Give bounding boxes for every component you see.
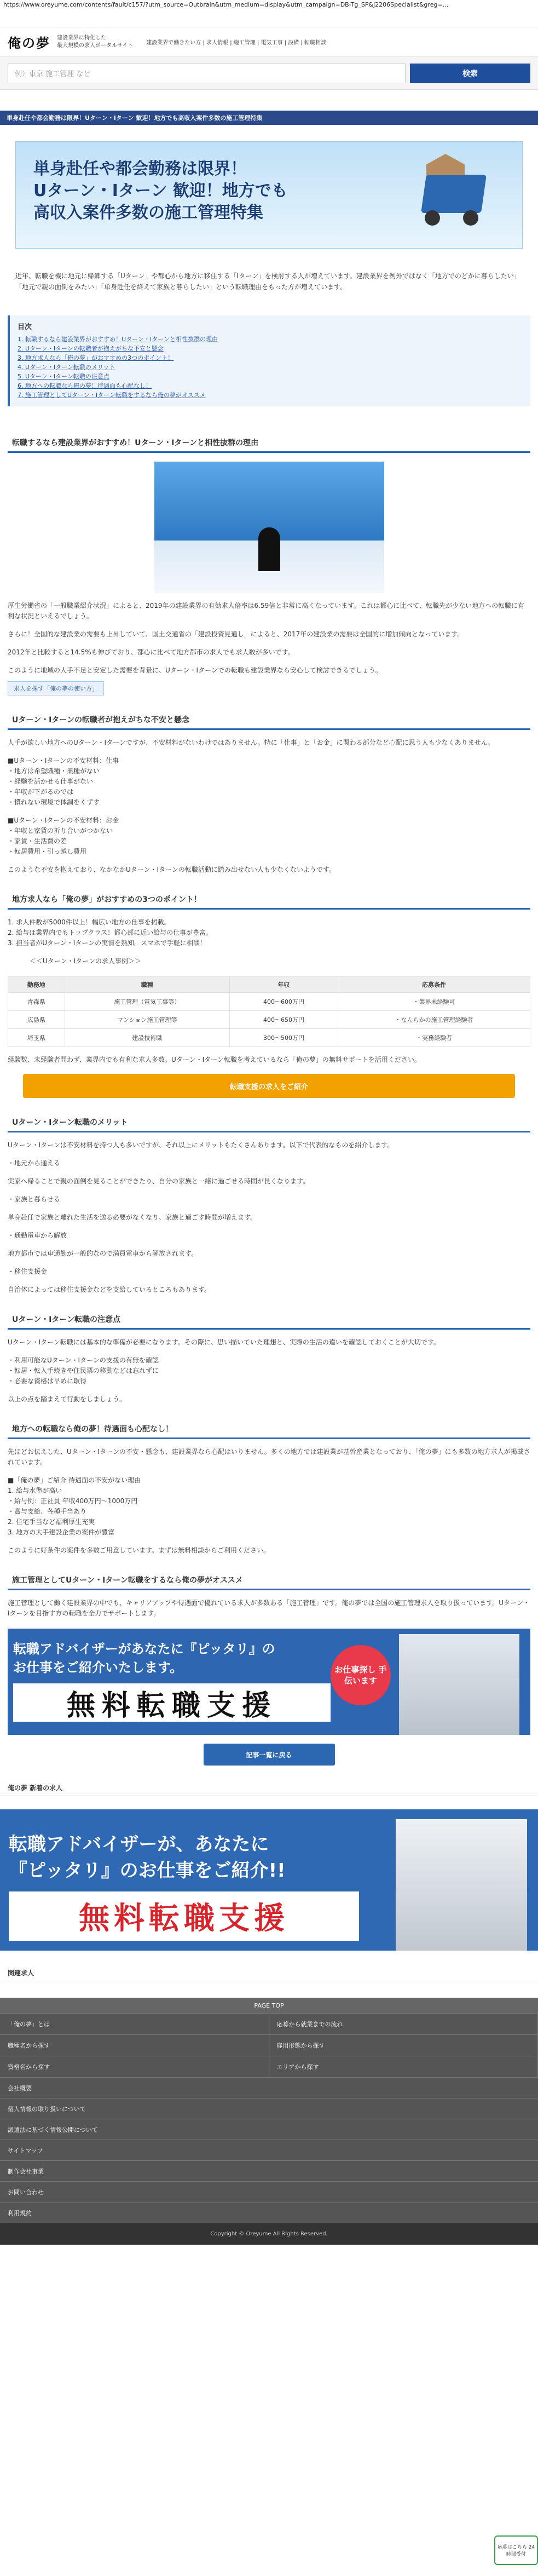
checklist [8,1355,530,1387]
table-row [8,1029,530,1047]
footer-nav [0,1998,538,2245]
paragraph: 施工管理として働く建設業界の中でも、キャリアアップや待遇面で優れている求人が多数ある「施工管理」です。俺の夢では全国の施工管理求人を取り扱っています。Uターン・Iターンを目指す方の転職を全力でサポートします。 [8,1599,530,1617]
list-item: ・転居費用・引っ越し費用 [8,848,87,855]
intro-text: 近年、転職を機に地元に帰郷する「Uターン」や都心から地方に移住する「Iターン」を検討する人が増えています。建設業界を例外ではなく「地方でのどかに暮らしたい」「地元で親の面倒をみたい」「単身赴任を終えて家族と暮らしたい」という転職理由をもった方が増えています。 [15,272,520,291]
footer-link[interactable]: お問い合わせ [0,2181,538,2202]
section-heading: Uターン・Iターンの転職者が抱えがちな不安と懸念 [8,711,530,730]
list-item: 3. 地方の大手建設企業の案件が豊富 [8,1528,115,1536]
section-heading: 施工管理としてUターン・Iターン転職をするなら俺の夢がオススメ [8,1571,530,1590]
toc-item[interactable]: 4. Uターン・Iターン転職のメリット [18,364,115,371]
support-banner[interactable] [0,1809,538,1951]
section-heading: Uターン・Iターン転職の注意点 [8,1310,530,1330]
paragraph: 2012年と比較すると14.5%も伸びており、都心に比べて地方都市の求人でも求人数が多いです。 [8,648,294,656]
section-heading: Uターン・Iターン転職のメリット [8,1113,530,1132]
list-item: ・地方は希望職種・業種がない [8,767,100,775]
banner-line: 転職アドバイザーが、あなたに [9,1833,269,1855]
hero-image [15,141,523,249]
table-cell: ・業界未経験可 [338,993,530,1011]
subheading: ・通勤電車から解放 [8,1232,67,1239]
footer-link[interactable]: 応募から就業までの流れ [269,2014,538,2034]
list-item: ■Uターン・Iターンの不安材料：仕事 [8,757,119,764]
paragraph: さらに！全国的な建設業の需要も上昇していて、国土交通省の「建設投資見通し」によると、2017年の建設業の需要は全国的に増加傾向となっています。 [8,630,464,638]
paragraph: 人手が欲しい地方へのUターン・Iターンですが、不安材料がないわけではありません。特に「仕事」と「お金」に関わる部分など心配に思う人も少なくありません。 [8,739,495,746]
toc-item[interactable]: 2. Uターン・Iターンの転職者が抱えがちな不安と懸念 [18,345,164,352]
paragraph: 単身赴任で家族と離れた生活を送る必要がなくなり、家族と過ごす時間が増えます。 [8,1214,257,1221]
list-item: ・給与例：正社員 年収400万円〜1000万円 [8,1497,138,1505]
table-cell: 400〜600万円 [230,993,338,1011]
browser-url-bar[interactable]: https://www.oreyume.com/contents/fault/c157/?utm_source=Outbrain&utm_medium=display&utm_campaign=DB-Tg_SP&j2206Specialist&greg=... [0,0,538,27]
search-bar [0,57,538,90]
site-logo[interactable]: 俺の夢 [8,35,50,51]
section-heading: 地方への転職なら俺の夢！待遇面も心配なし！ [8,1420,530,1439]
advisor-photo [399,1634,519,1735]
list-item: ・賞与支給、各種手当あり [8,1508,87,1515]
related-heading: 関連求人 [0,1965,538,1981]
banner-headline [9,1831,286,1884]
banner-headline [13,1640,275,1677]
list-item: ・年収と家賃の折り合いがつかない [8,827,113,835]
banner-badge: お仕事探し 手伝います [331,1645,391,1705]
table-cell: ・実務経験者 [338,1029,530,1047]
table-row [8,1011,530,1029]
tagline [57,34,133,50]
table-cell: 建設技術職 [65,1029,230,1047]
table-cell: 300〜500万円 [230,1029,338,1047]
wheel-illustration [463,210,478,226]
banner-main-text: 無料転職支援 [9,1891,359,1941]
advisor-banner[interactable] [8,1629,530,1735]
points-list [8,917,530,948]
search-button[interactable]: 検索 [410,64,530,83]
wheel-illustration [425,210,440,226]
table-cell: 広島県 [8,1011,65,1029]
banner-main-text: 無料転職支援 [13,1683,331,1722]
cta-button[interactable]: 転職支援の求人をご紹介 [23,1074,515,1098]
table-cell: 青森県 [8,993,65,1011]
paragraph: 厚生労働省の「一般職業紹介状況」によると、2019年の建設業界の有効求人倍率は6.59倍と非常に高くなっています。これは都心に比べて、転職先が少ない地方への転職に有利な状況といえるでしょう。 [8,602,525,620]
toc-title: 目次 [18,323,32,331]
truck-illustration [421,175,487,213]
page-top-button[interactable]: PAGE TOP [0,1998,538,2013]
subheading: ・移住支援金 [8,1268,48,1275]
list-item: ■Uターン・Iターンの不安材料：お金 [8,817,119,824]
worry-list-money [8,815,530,857]
table-caption: ＜＜Uターン・Iターンの求人事例＞＞ [30,957,141,965]
section-photo [154,462,384,593]
banner-line: お仕事をご紹介いたします。 [13,1660,183,1675]
subheading: ・家族と暮らせる [8,1195,60,1203]
toc-item[interactable]: 3. 地方求人なら「俺の夢」がおすすめの3つのポイント！ [18,354,174,361]
paragraph: このように地域の人手不足と安定した需要を背景に、Uターン・Iターンでの転職も建設業界なら安心して検討できるでしょう。 [8,666,382,674]
worry-list-work [8,756,530,808]
breadcrumb: 単身赴任や都会勤務は限界！Uターン・Iターン 歓迎！地方でも高収入案件多数の施工管理特集 [0,111,538,125]
footer-link[interactable]: サイトマップ [0,2140,538,2160]
list-item: ・年収が下がるのでは [8,788,74,796]
footer-link[interactable]: 「俺の夢」とは [0,2014,269,2034]
list-item: 2. 住宅手当など福利厚生充実 [8,1518,95,1526]
hero-line-3: 高収入案件多数の施工管理特集 [33,203,263,222]
table-row [8,993,530,1011]
paragraph: Uターン・Iターン転職には基本的な準備が必要になります。その際に、思い描いていた理想と、実際の生活の違いを確認しておくことが大切です。 [8,1338,440,1346]
list-item: ・経験を活かせる仕事がない [8,778,94,785]
footer-link[interactable]: 個人情報の取り扱いについて [0,2098,538,2119]
table-cell: 埼玉県 [8,1029,65,1047]
paragraph: 実家へ帰ることで親の面倒を見ることができたり、自分の家族と一緒に過ごせる時間が長くなります。 [8,1177,310,1185]
table-header: 勤務地 [8,977,65,993]
footer-link[interactable]: 雇用形態から探す [269,2035,538,2056]
footer-link[interactable]: 職種名から探す [0,2035,269,2056]
paragraph: 以上の点を踏まえて行動をしましょう。 [8,1395,126,1403]
toc-item[interactable]: 5. Uターン・Iターン転職の注意点 [18,373,109,380]
hero-line-2: Uターン・Iターン 歓迎！地方でも [33,181,288,200]
table-cell: 400〜650万円 [230,1011,338,1029]
list-item: ・転居・転入手続きや住民票の移動などは忘れずに [8,1367,159,1375]
jobs-table [8,976,530,1047]
table-header: 年収 [230,977,338,993]
header-links[interactable]: 建設業界で働きたい方 | 求人情報 | 施工管理 | 電気工事 | 設備 | 転職相談 [146,40,326,46]
recommend-heading: 俺の夢 新着の求人 [0,1780,538,1796]
list-item: ・必要な資格は早めに取得 [8,1377,87,1385]
paragraph: 地方都市では車通勤が一般的なので満員電車から解放されます。 [8,1250,198,1257]
paragraph: 経験数、未経験者問わず、業界内でも有利な求人多数。Uターン・Iターン転職を考えているなら「俺の夢」の無料サポートを活用ください。 [8,1056,421,1063]
list-item: 3. 担当者がUターン・Iターンの実情を熟知。スマホで手軽に相談！ [8,939,206,947]
footer-link[interactable]: 利用規約 [0,2202,538,2223]
table-cell: 施工管理（電気工事等） [65,993,230,1011]
list-item: ・慣れない環境で体調をくずす [8,798,100,806]
list-item: ・家賃・生活費の差 [8,837,67,845]
hero-text [33,158,288,224]
list-item: 2. 給与は業界内でもトップクラス！都心部に近い給与の仕事が豊富。 [8,929,213,936]
floating-apply-button[interactable]: 応募はこちら 24時間受付 [494,2535,538,2565]
paragraph: このように好条件の案件を多数ご用意しています。まずは無料相談からご利用ください。 [8,1546,270,1554]
table-cell: マンション施工管理等 [65,1011,230,1029]
banner-line: 転職アドバイザーがあなたに『ピッタリ』の [13,1641,275,1657]
subheading: ・地元から通える [8,1159,61,1167]
paragraph: Uターン・Iターンは不安材料を持つ人も多いですが、それ以上にメリットもたくさんあります。以下で代表的なものを紹介します。 [8,1141,394,1149]
footer-link[interactable]: 派遣法に基づく情報公開について [0,2119,538,2140]
table-header: 応募条件 [338,977,530,993]
footer-link[interactable]: 会社概要 [0,2077,538,2098]
banner-line: 『ピッタリ』のお仕事をご紹介!! [9,1860,286,1882]
list-item: 1. 給与水準が高い [8,1487,62,1494]
list-item: ・利用可能なUターン・Iターンの支援の有無を確認 [8,1356,159,1364]
paragraph: このような不安を抱えており、なかなかUターン・Iターンの転職活動に踏み出せない人も少なくないようです。 [8,866,335,873]
person-silhouette [258,527,280,571]
toc-item[interactable]: 1. 転職するなら建設業界がおすすめ！Uターン・Iターンと相性抜群の理由 [18,336,218,343]
footer-link[interactable]: エリアから探す [269,2056,538,2077]
benefit-list [8,1475,530,1538]
paragraph: 先ほどお伝えした、Uターン・Iターンの不安・懸念も、建設業界なら心配はいりません。多くの地方では建設業が基幹産業となっており、「俺の夢」にも多数の地方求人が掲載されています。 [8,1448,530,1466]
footer-link[interactable]: 制作会社事業 [0,2160,538,2181]
hero-line-1: 単身赴任や都会勤務は限界！ [33,159,247,179]
tagline-line-1: 建設業界に特化した [57,34,106,41]
footer-link[interactable]: 資格名から探す [0,2056,269,2077]
tagline-line-2: 最大規模の求人ポータルサイト [57,42,134,49]
table-of-contents [8,315,530,406]
copyright: Copyright © Oreyume All Rights Reserved. [0,2223,538,2245]
list-item: ■「俺の夢」ご紹介 待遇面の不安がない理由 [8,1476,141,1484]
toc-item[interactable]: 7. 施工管理としてUターン・Iターン転職をするなら俺の夢がオススメ [18,392,206,399]
inline-link[interactable]: 求人を探す「俺の夢の使い方」 [8,681,104,695]
search-input[interactable]: 例）東京 施工管理 など [8,64,406,83]
paragraph: 自治体によっては移住支援金などを支給しているところもあります。 [8,1286,211,1293]
list-item: 1. 求人件数が5000件以上！幅広い地方の仕事を掲載。 [8,918,171,926]
section-heading: 転職するなら建設業界がおすすめ！Uターン・Iターンと相性抜群の理由 [8,434,530,453]
site-header [0,27,538,57]
table-header: 職種 [65,977,230,993]
toc-item[interactable]: 6. 地方への転職なら俺の夢！待遇面も心配なし！ [18,382,152,389]
advisor-photo [396,1819,527,1951]
back-to-list-button[interactable]: 記事一覧に戻る [204,1744,335,1766]
table-cell: ・なんらかの施工管理経験者 [338,1011,530,1029]
section-heading: 地方求人なら「俺の夢」がおすすめの3つのポイント！ [8,890,530,910]
